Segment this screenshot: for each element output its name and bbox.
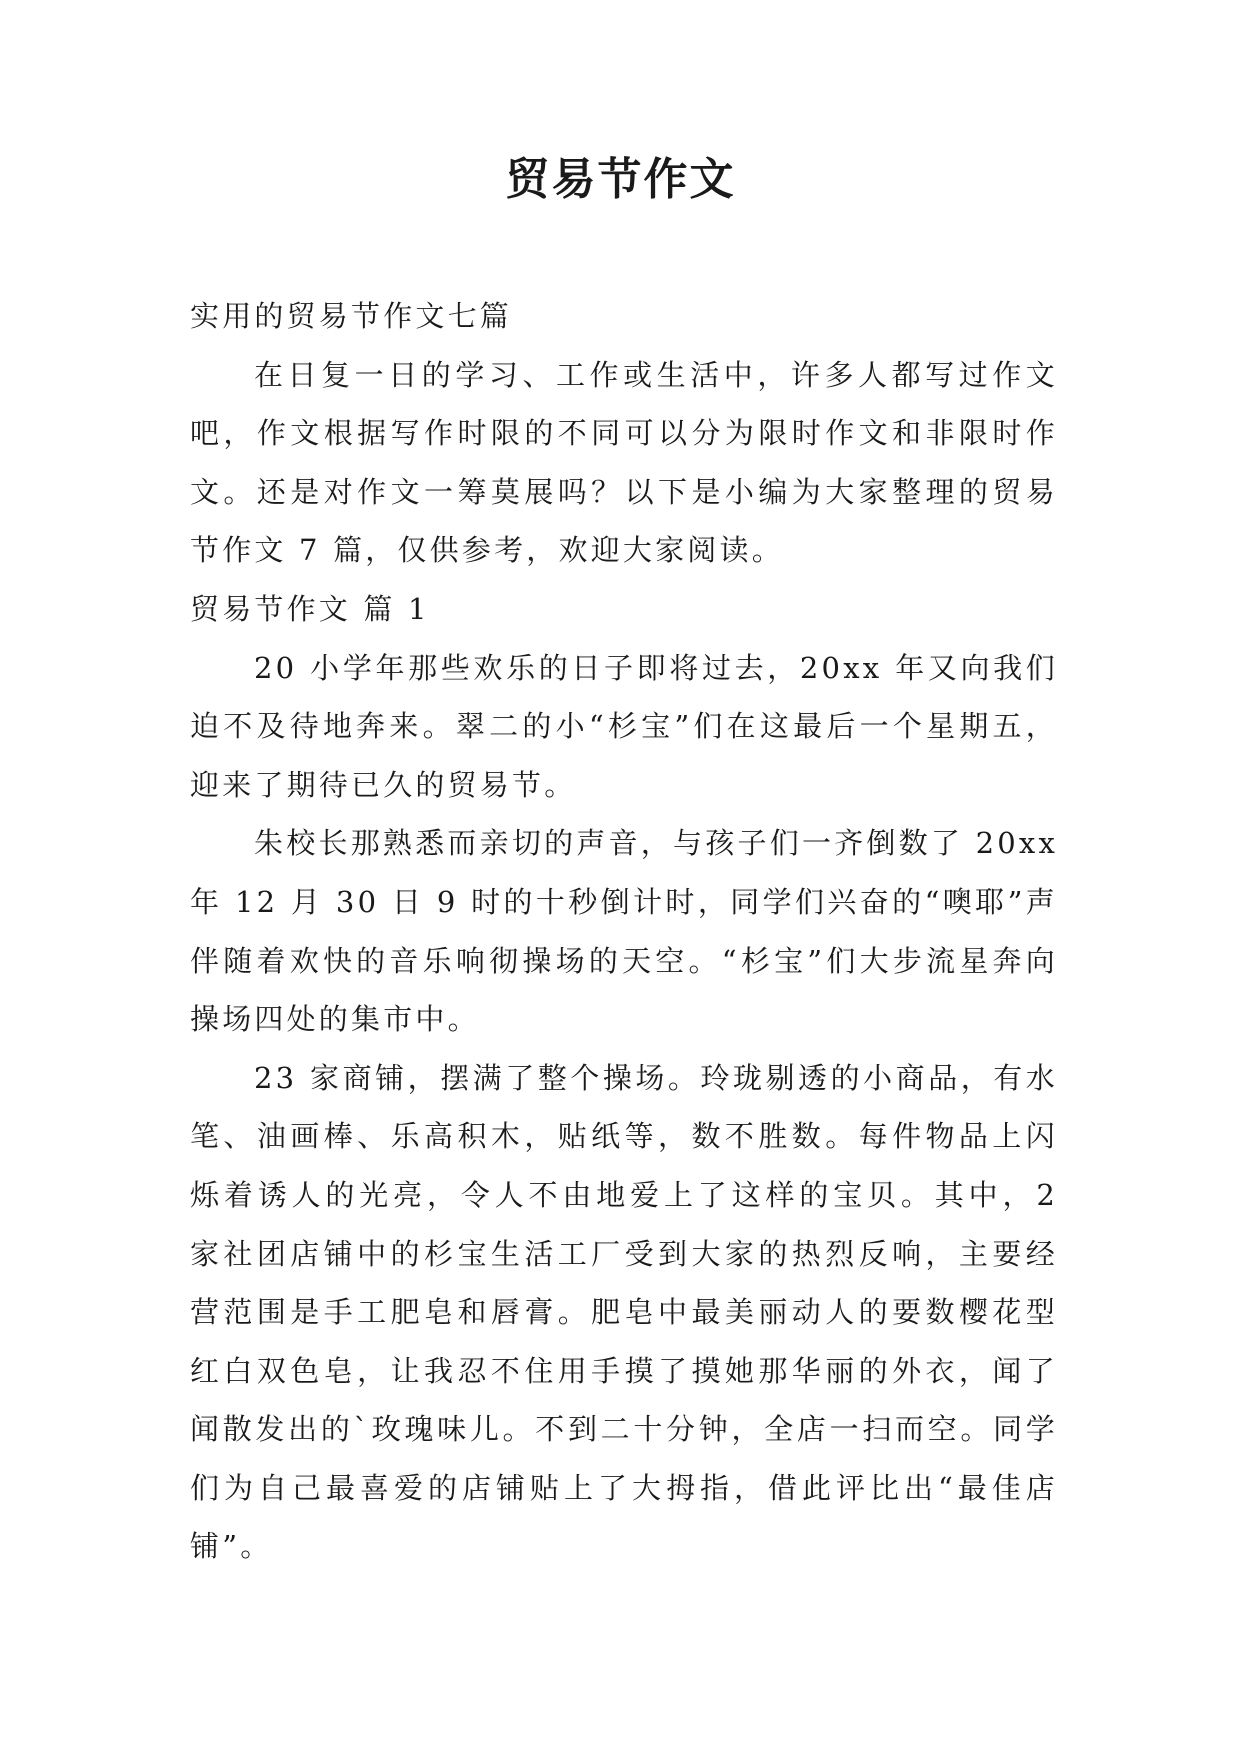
body-paragraph: 20 小学年那些欢乐的日子即将过去，20xx 年又向我们迫不及待地奔来。翠二的小“杉宝”们在这最后一个星期五，迎来了期待已久的贸易节。 xyxy=(190,650,1058,802)
section-heading: 贸易节作文 篇 1 xyxy=(190,591,430,626)
body-paragraph: 23 家商铺，摆满了整个操场。玲珑剔透的小商品，有水笔、油画棒、乐高积木，贴纸等，数不胜数。每件物品上闪烁着诱人的光亮，令人不由地爱上了这样的宝贝。其中，2 家社团店铺中的杉宝生活工厂受到大家的热烈反响，主要经营范围是手工肥皂和唇膏。肥皂中最美丽动人的要数樱花型红白双色皂，让我忍不住用手摸了摸她那华丽的外衣，闻了闻散发出的`玫瑰味儿。不到二十分钟，全店一扫而空。同学们为自己最喜爱的店铺贴上了大拇指，借此评比出“最佳店铺”。 xyxy=(190,1060,1058,1564)
document-title: 贸易节作文 xyxy=(505,154,736,205)
document-body xyxy=(190,287,1058,1576)
subtitle-line: 实用的贸易节作文七篇 xyxy=(190,299,513,333)
intro-paragraph: 在日复一日的学习、工作或生活中，许多人都写过作文吧，作文根据写作时限的不同可以分为限时作文和非限时作文。还是对作文一筹莫展吗？以下是小编为大家整理的贸易节作文 7 篇，仅供参考，欢迎大家阅读。 xyxy=(190,357,1058,568)
body-paragraph: 朱校长那熟悉而亲切的声音，与孩子们一齐倒数了 20xx 年 12 月 30 日 9 时的十秒倒计时，同学们兴奋的“噢耶”声伴随着欢快的音乐响彻操场的天空。“杉宝”们大步流星奔向操场四处的集市中。 xyxy=(190,826,1058,1037)
